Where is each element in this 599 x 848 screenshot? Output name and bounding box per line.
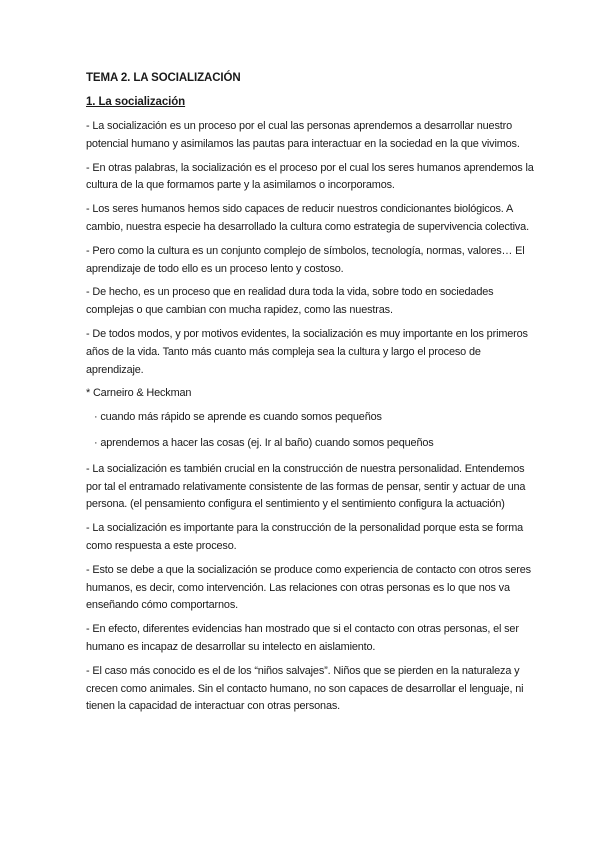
citation: * Carneiro & Heckman bbox=[86, 387, 192, 400]
paragraph: - En efecto, diferentes evidencias han mostrado que si el contacto con otras personas, el ser humano es incapaz de desarrollar su intelecto en aislamiento. bbox=[86, 623, 519, 653]
paragraph: - Pero como la cultura es un conjunto complejo de símbolos, tecnología, normas, valores… El aprendizaje de todo ello es un proceso lento y costoso. bbox=[86, 244, 525, 275]
section-heading: 1. La socialización bbox=[86, 96, 186, 108]
paragraph: - La socialización es también crucial en la construcción de nuestra personalidad. Entendemos por tal el entramado relativamente consistente de las formas de pensar, sentir y actuar de una persona. (el pensamiento configura el sentimiento y el sentimiento configura la actuación) bbox=[86, 462, 526, 511]
paragraph: - De hecho, es un proceso que en realidad dura toda la vida, sobre todo en sociedades complejas o que cambian con mucha rapidez, como las nuestras. bbox=[86, 286, 494, 317]
paragraph: - Los seres humanos hemos sido capaces de reducir nuestros condicionantes biológicos. A cambio, nuestra especie ha desarrollado la cultura como estrategia de supervivencia colectiva. bbox=[86, 203, 529, 233]
paragraph: - De todos modos, y por motivos evidentes, la socialización es muy importante en los primeros años de la vida. Tanto más cuanto más compleja sea la cultura y largo el proceso de aprendizaje. bbox=[86, 327, 528, 376]
paragraph: - El caso más conocido es el de los “niños salvajes”. Niños que se pierden en la naturaleza y crecen como animales. Sin el contacto humano, no son capaces de desarrollar el lenguaje, ni tienen la capacidad de interactuar con otras personas. bbox=[86, 664, 524, 713]
document-title: TEMA 2. LA SOCIALIZACIÓN bbox=[86, 72, 241, 84]
paragraph: - Esto se debe a que la socialización se produce como experiencia de contacto con otros seres humanos, es decir, como intervención. Las relaciones con otras personas es lo que nos va enseñando cómo comportarnos. bbox=[86, 563, 531, 612]
bullet-item: · cuando más rápido se aprende es cuando somos pequeños bbox=[94, 411, 382, 424]
paragraph: - La socialización es un proceso por el cual las personas aprendemos a desarrollar nuestro potencial humano y asimilamos las pautas para interactuar en la sociedad en la que vivimos. bbox=[86, 120, 520, 150]
paragraph: - La socialización es importante para la construcción de la personalidad porque esta se forma como respuesta a este proceso. bbox=[86, 522, 524, 552]
bullet-item: · aprendemos a hacer las cosas (ej. Ir al baño) cuando somos pequeños bbox=[94, 436, 434, 449]
paragraph: - En otras palabras, la socialización es el proceso por el cual los seres humanos aprendemos la cultura de la que formamos parte y la asimilamos o incorporamos. bbox=[86, 161, 534, 192]
